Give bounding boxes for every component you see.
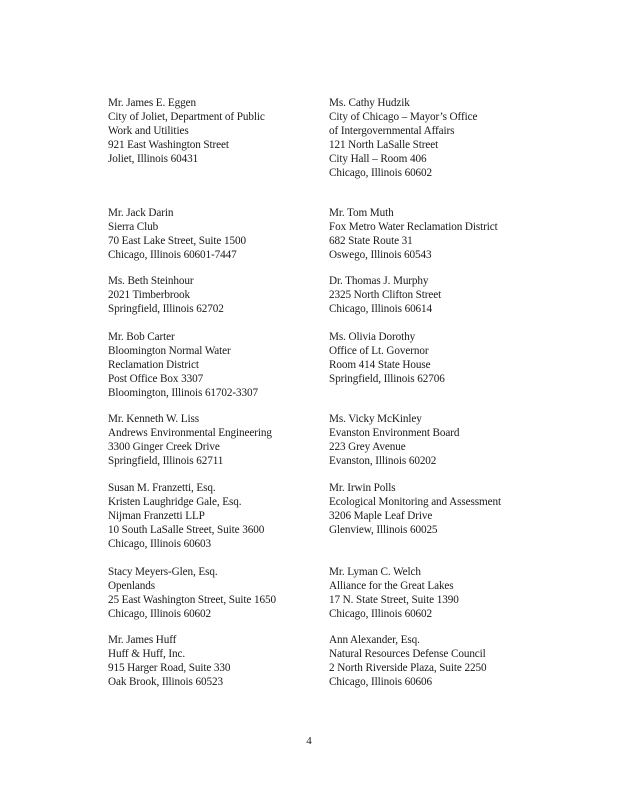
address-line: Alliance for the Great Lakes — [329, 580, 454, 592]
address-line: Springfield, Illinois 62702 — [108, 303, 224, 315]
address-line: Dr. Thomas J. Murphy — [329, 275, 429, 287]
address-line: Joliet, Illinois 60431 — [108, 153, 199, 165]
address-line: Fox Metro Water Reclamation District — [329, 221, 498, 233]
address-line: Ms. Beth Steinhour — [108, 275, 194, 287]
address-line: 10 South LaSalle Street, Suite 3600 — [108, 524, 265, 536]
address-line: Oswego, Illinois 60543 — [329, 249, 432, 261]
address-block-huff — [108, 633, 230, 689]
address-line: Sierra Club — [108, 221, 159, 233]
address-line: 921 East Washington Street — [108, 139, 229, 151]
address-line: Chicago, Illinois 60614 — [329, 303, 433, 315]
address-line: Ann Alexander, Esq. — [329, 634, 420, 646]
address-block-welch — [329, 565, 459, 621]
address-line: 223 Grey Avenue — [329, 441, 406, 453]
address-block-steinhour — [108, 274, 224, 316]
address-block-darin — [108, 206, 246, 262]
address-line: 915 Harger Road, Suite 330 — [108, 662, 231, 674]
address-line: Kristen Laughridge Gale, Esq. — [108, 496, 242, 508]
address-line: Ms. Cathy Hudzik — [329, 97, 410, 109]
address-line: Springfield, Illinois 62711 — [108, 455, 224, 467]
address-line: Ms. Olivia Dorothy — [329, 331, 416, 343]
address-line: Chicago, Illinois 60602 — [329, 167, 433, 179]
address-block-alexander — [329, 633, 486, 689]
address-line: City Hall – Room 406 — [329, 153, 427, 165]
address-line: Chicago, Illinois 60603 — [108, 538, 212, 550]
address-line: Ms. Vicky McKinley — [329, 413, 422, 425]
address-block-murphy — [329, 274, 441, 316]
address-block-meyers-glen — [108, 565, 276, 621]
address-block-liss — [108, 412, 272, 468]
page-number: 4 — [306, 735, 312, 747]
address-line: Mr. Tom Muth — [329, 207, 394, 219]
address-line: Bloomington, Illinois 61702-3307 — [108, 387, 259, 399]
address-line: Chicago, Illinois 60601-7447 — [108, 249, 237, 261]
address-line: Glenview, Illinois 60025 — [329, 524, 438, 536]
address-line: Oak Brook, Illinois 60523 — [108, 676, 223, 688]
address-line: 121 North LaSalle Street — [329, 139, 439, 151]
address-line: Mr. Irwin Polls — [329, 482, 396, 494]
address-block-mckinley — [329, 412, 459, 468]
address-line: 2021 Timberbrook — [108, 289, 191, 301]
address-line: 2 North Riverside Plaza, Suite 2250 — [329, 662, 487, 674]
address-line: Mr. James E. Eggen — [108, 97, 196, 109]
address-line: Mr. Kenneth W. Liss — [108, 413, 200, 425]
address-line: Chicago, Illinois 60602 — [329, 608, 433, 620]
address-line: Mr. Bob Carter — [108, 331, 175, 343]
address-line: of Intergovernmental Affairs — [329, 125, 455, 137]
address-line: Ecological Monitoring and Assessment — [329, 496, 501, 508]
address-line: 2325 North Clifton Street — [329, 289, 442, 301]
address-line: Office of Lt. Governor — [329, 345, 429, 357]
address-line: Mr. Lyman C. Welch — [329, 566, 421, 578]
address-block-carter — [108, 330, 258, 400]
address-block-dorothy — [329, 330, 445, 386]
address-line: 25 East Washington Street, Suite 1650 — [108, 594, 276, 606]
address-line: Natural Resources Defense Council — [329, 648, 486, 660]
address-line: Andrews Environmental Engineering — [108, 427, 272, 439]
address-block-muth — [329, 206, 498, 262]
address-block-franzetti — [108, 481, 264, 551]
address-line: Evanston, Illinois 60202 — [329, 455, 437, 467]
address-line: Huff & Huff, Inc. — [108, 648, 186, 660]
address-line: 17 N. State Street, Suite 1390 — [329, 594, 459, 606]
address-line: Nijman Franzetti LLP — [108, 510, 205, 522]
address-line: Chicago, Illinois 60602 — [108, 608, 212, 620]
address-block-polls — [329, 481, 501, 537]
address-line: Bloomington Normal Water — [108, 345, 231, 357]
address-line: 70 East Lake Street, Suite 1500 — [108, 235, 246, 247]
address-line: Openlands — [108, 580, 155, 592]
address-line: Susan M. Franzetti, Esq. — [108, 482, 216, 494]
address-line: Chicago, Illinois 60606 — [329, 676, 433, 688]
address-line: Work and Utilities — [108, 125, 189, 137]
address-line: 3300 Ginger Creek Drive — [108, 441, 220, 453]
address-line: 3206 Maple Leaf Drive — [329, 510, 433, 522]
address-line: 682 State Route 31 — [329, 235, 413, 247]
address-line: Room 414 State House — [329, 359, 431, 371]
address-line: City of Chicago – Mayor’s Office — [329, 111, 478, 123]
address-line: Stacy Meyers-Glen, Esq. — [108, 566, 218, 578]
address-line: Mr. James Huff — [108, 634, 177, 646]
address-line: Reclamation District — [108, 359, 199, 371]
address-line: Post Office Box 3307 — [108, 373, 204, 385]
address-line: City of Joliet, Department of Public — [108, 111, 265, 123]
address-block-hudzik — [329, 96, 477, 180]
address-block-eggen — [108, 96, 265, 166]
address-line: Springfield, Illinois 62706 — [329, 373, 445, 385]
address-line: Evanston Environment Board — [329, 427, 460, 439]
address-line: Mr. Jack Darin — [108, 207, 174, 219]
